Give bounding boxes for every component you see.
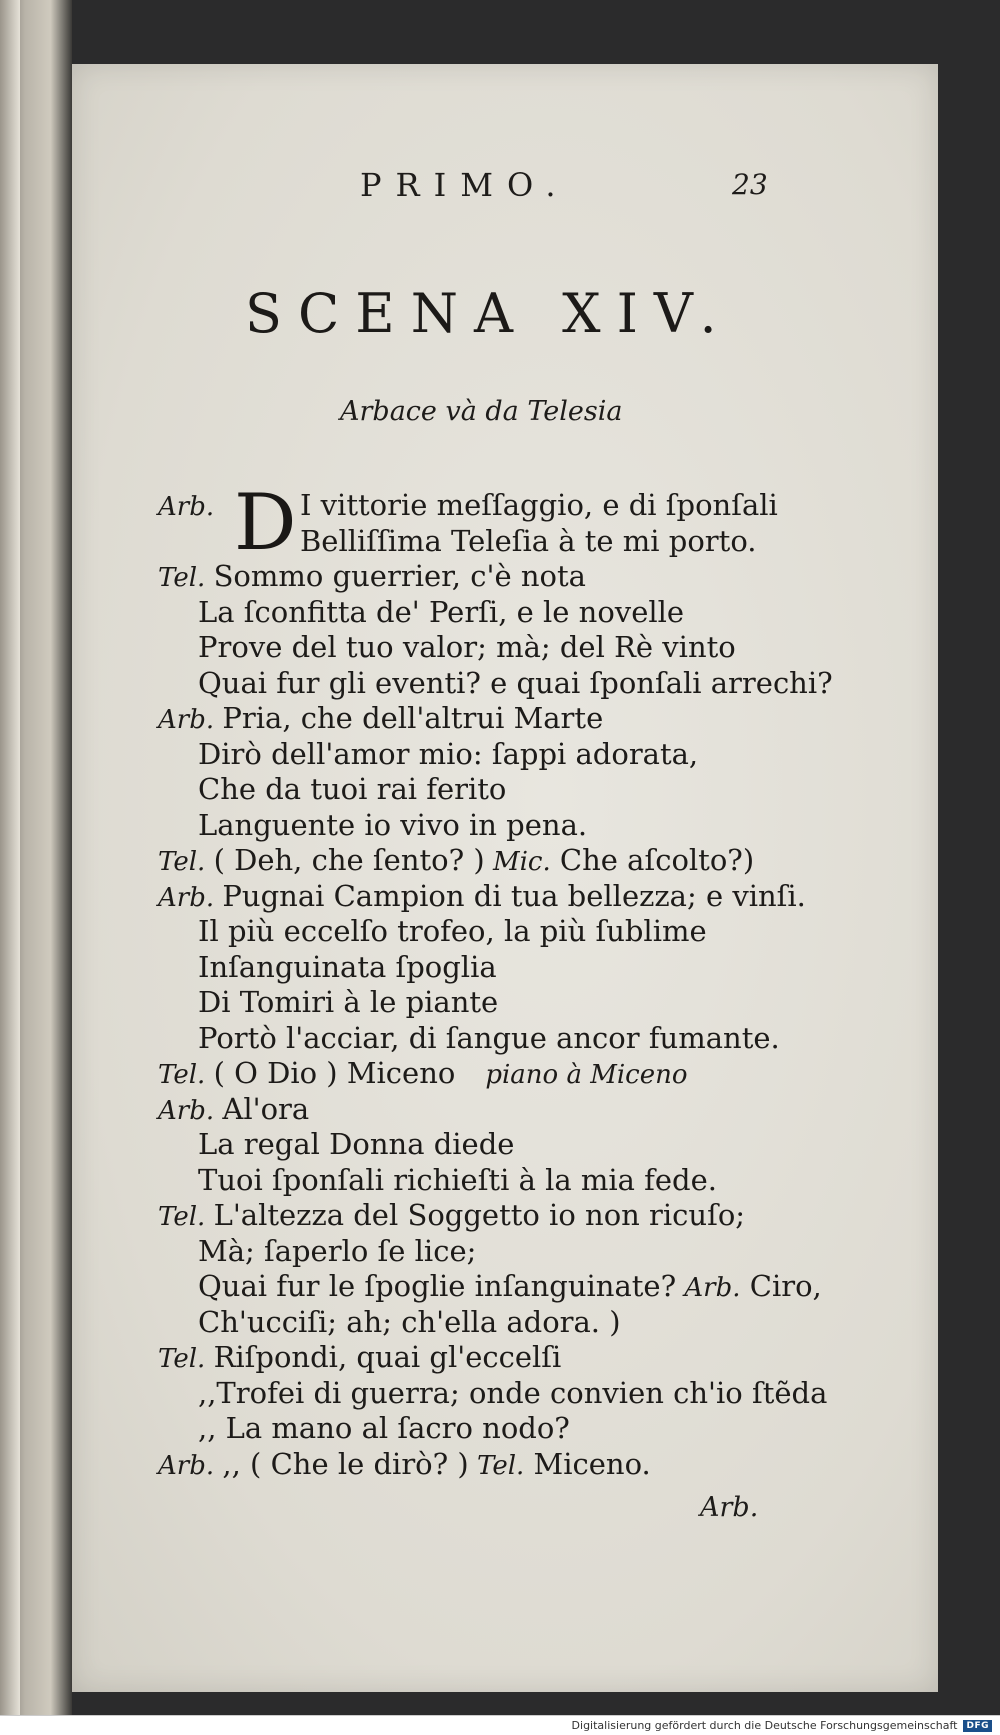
dialogue-line xyxy=(158,524,838,560)
line-text: Portò l'acciar, di ſangue ancor fumante. xyxy=(198,1020,780,1055)
line-text: ,, ( Che le dirò? ) xyxy=(222,1446,469,1481)
dialogue-text xyxy=(158,478,838,1482)
running-head: PRIMO. xyxy=(360,166,570,204)
dialogue-line xyxy=(158,950,838,986)
dialogue-line xyxy=(158,1340,838,1376)
line-text: La ſconfitta de' Perſi, e le novelle xyxy=(198,594,685,629)
line-text: Riſpondi, quai gl'eccelſi xyxy=(213,1340,562,1374)
line-text: Pria, che dell'altrui Marte xyxy=(222,701,604,735)
dialogue-line xyxy=(158,1056,838,1092)
speaker-label: Tel. xyxy=(158,1060,214,1090)
dfg-logo: DFG xyxy=(963,1720,992,1732)
page-number: 23 xyxy=(732,168,768,201)
line-text: ,,Trofei di guerra; onde convien ch'io ſtẽda xyxy=(198,1375,828,1410)
line-text: ( O Dio ) Miceno xyxy=(213,1056,456,1090)
line-text: ( Deh, che ſento? ) xyxy=(213,843,485,877)
line-text: Il più eccelſo trofeo, la più ſublime xyxy=(198,914,707,948)
footer-credit: Digitalisierung gefördert durch die Deutsche Forschungsgemeinschaft xyxy=(571,1719,958,1732)
line-text: Miceno. xyxy=(524,1446,651,1481)
speaker-label: Tel. xyxy=(158,847,214,877)
dialogue-line xyxy=(158,1198,838,1234)
dialogue-line xyxy=(158,985,838,1021)
dialogue-line xyxy=(158,1092,838,1128)
line-text: Prove del tuo valor; mà; del Rè vinto xyxy=(198,630,736,664)
speaker-label: Arb. xyxy=(158,882,223,913)
dialogue-line xyxy=(158,737,838,773)
speaker-label: Arb. xyxy=(158,1095,223,1126)
catchword: Arb. xyxy=(700,1492,759,1523)
dialogue-line xyxy=(158,772,838,808)
dialogue-line xyxy=(158,914,838,950)
line-text: Tuoi ſponſali richieſti à la mia fede. xyxy=(198,1162,717,1197)
line-text: Quai fur gli eventi? e quai ſponſali arrechi? xyxy=(198,665,833,700)
dialogue-line xyxy=(158,1269,838,1305)
dialogue-lines xyxy=(158,478,838,1482)
dialogue-line xyxy=(158,630,838,666)
line-text: Inſanguinata ſpoglia xyxy=(198,949,497,984)
speaker-label: Tel. xyxy=(158,1202,214,1232)
scene-title: SCENA XIV. xyxy=(245,282,733,345)
dialogue-line xyxy=(158,1305,838,1341)
speaker-label: Mic. xyxy=(484,847,551,877)
line-text: I vittorie meſſaggio, e di ſponſali xyxy=(300,488,778,522)
line-text: Al'ora xyxy=(222,1091,310,1126)
speaker-label: Arb. xyxy=(158,1450,223,1481)
line-text: Ch'ucciſi; ah; ch'ella adora. ) xyxy=(198,1304,621,1339)
line-text: Di Tomiri à le piante xyxy=(198,985,499,1019)
drop-cap: D xyxy=(234,478,297,568)
speaker-label: Tel. xyxy=(468,1450,525,1481)
dialogue-line xyxy=(158,1021,838,1057)
dialogue-line xyxy=(158,595,838,631)
page-edge xyxy=(0,0,20,1715)
line-text: Sommo guerrier, c'è nota xyxy=(213,559,586,593)
stage-direction: Arbace và da Telesia xyxy=(340,396,623,427)
line-text: Belliſſima Teleſia à te mi porto. xyxy=(300,523,757,558)
dialogue-line xyxy=(158,1127,838,1163)
dialogue-line xyxy=(158,559,838,595)
dialogue-line xyxy=(158,1234,838,1270)
dialogue-line xyxy=(158,808,838,844)
dialogue-line xyxy=(158,488,838,524)
line-text: Quai fur le ſpoglie inſanguinate? xyxy=(198,1269,677,1303)
dialogue-line xyxy=(158,1376,838,1412)
dialogue-line xyxy=(158,843,838,879)
line-text: Mà; ſaperlo ſe lice; xyxy=(198,1233,477,1268)
line-text: ,, La mano al ſacro nodo? xyxy=(198,1411,570,1445)
dialogue-line xyxy=(158,701,838,737)
dialogue-line xyxy=(158,1447,838,1483)
line-text: Pugnai Campion di tua bellezza; e vinſi. xyxy=(222,878,806,913)
footer-bar xyxy=(0,1715,1000,1735)
line-text: Languente io vivo in pena. xyxy=(198,807,588,842)
line-text: Che aſcolto?) xyxy=(550,843,755,877)
dialogue-line xyxy=(158,1163,838,1199)
speaker-label: Arb. xyxy=(676,1273,741,1303)
line-text: La regal Donna diede xyxy=(198,1127,515,1161)
speaker-label: Arb. xyxy=(158,705,223,735)
dialogue-line xyxy=(158,1411,838,1447)
line-text: L'altezza del Soggetto io non ricuſo; xyxy=(213,1198,746,1232)
stage-aside: piano à Miceno xyxy=(485,1060,688,1090)
line-text: Che da tuoi rai ferito xyxy=(198,772,507,806)
line-text: Dirò dell'amor mio: ſappi adorata, xyxy=(198,736,699,771)
page-header xyxy=(360,166,780,206)
line-text: Ciro, xyxy=(740,1269,822,1303)
dialogue-line xyxy=(158,666,838,702)
speaker-label: Tel. xyxy=(158,1344,214,1374)
speaker-label: Tel. xyxy=(158,563,214,593)
dialogue-line xyxy=(158,879,838,915)
speaker-label: Arb. xyxy=(158,492,215,522)
